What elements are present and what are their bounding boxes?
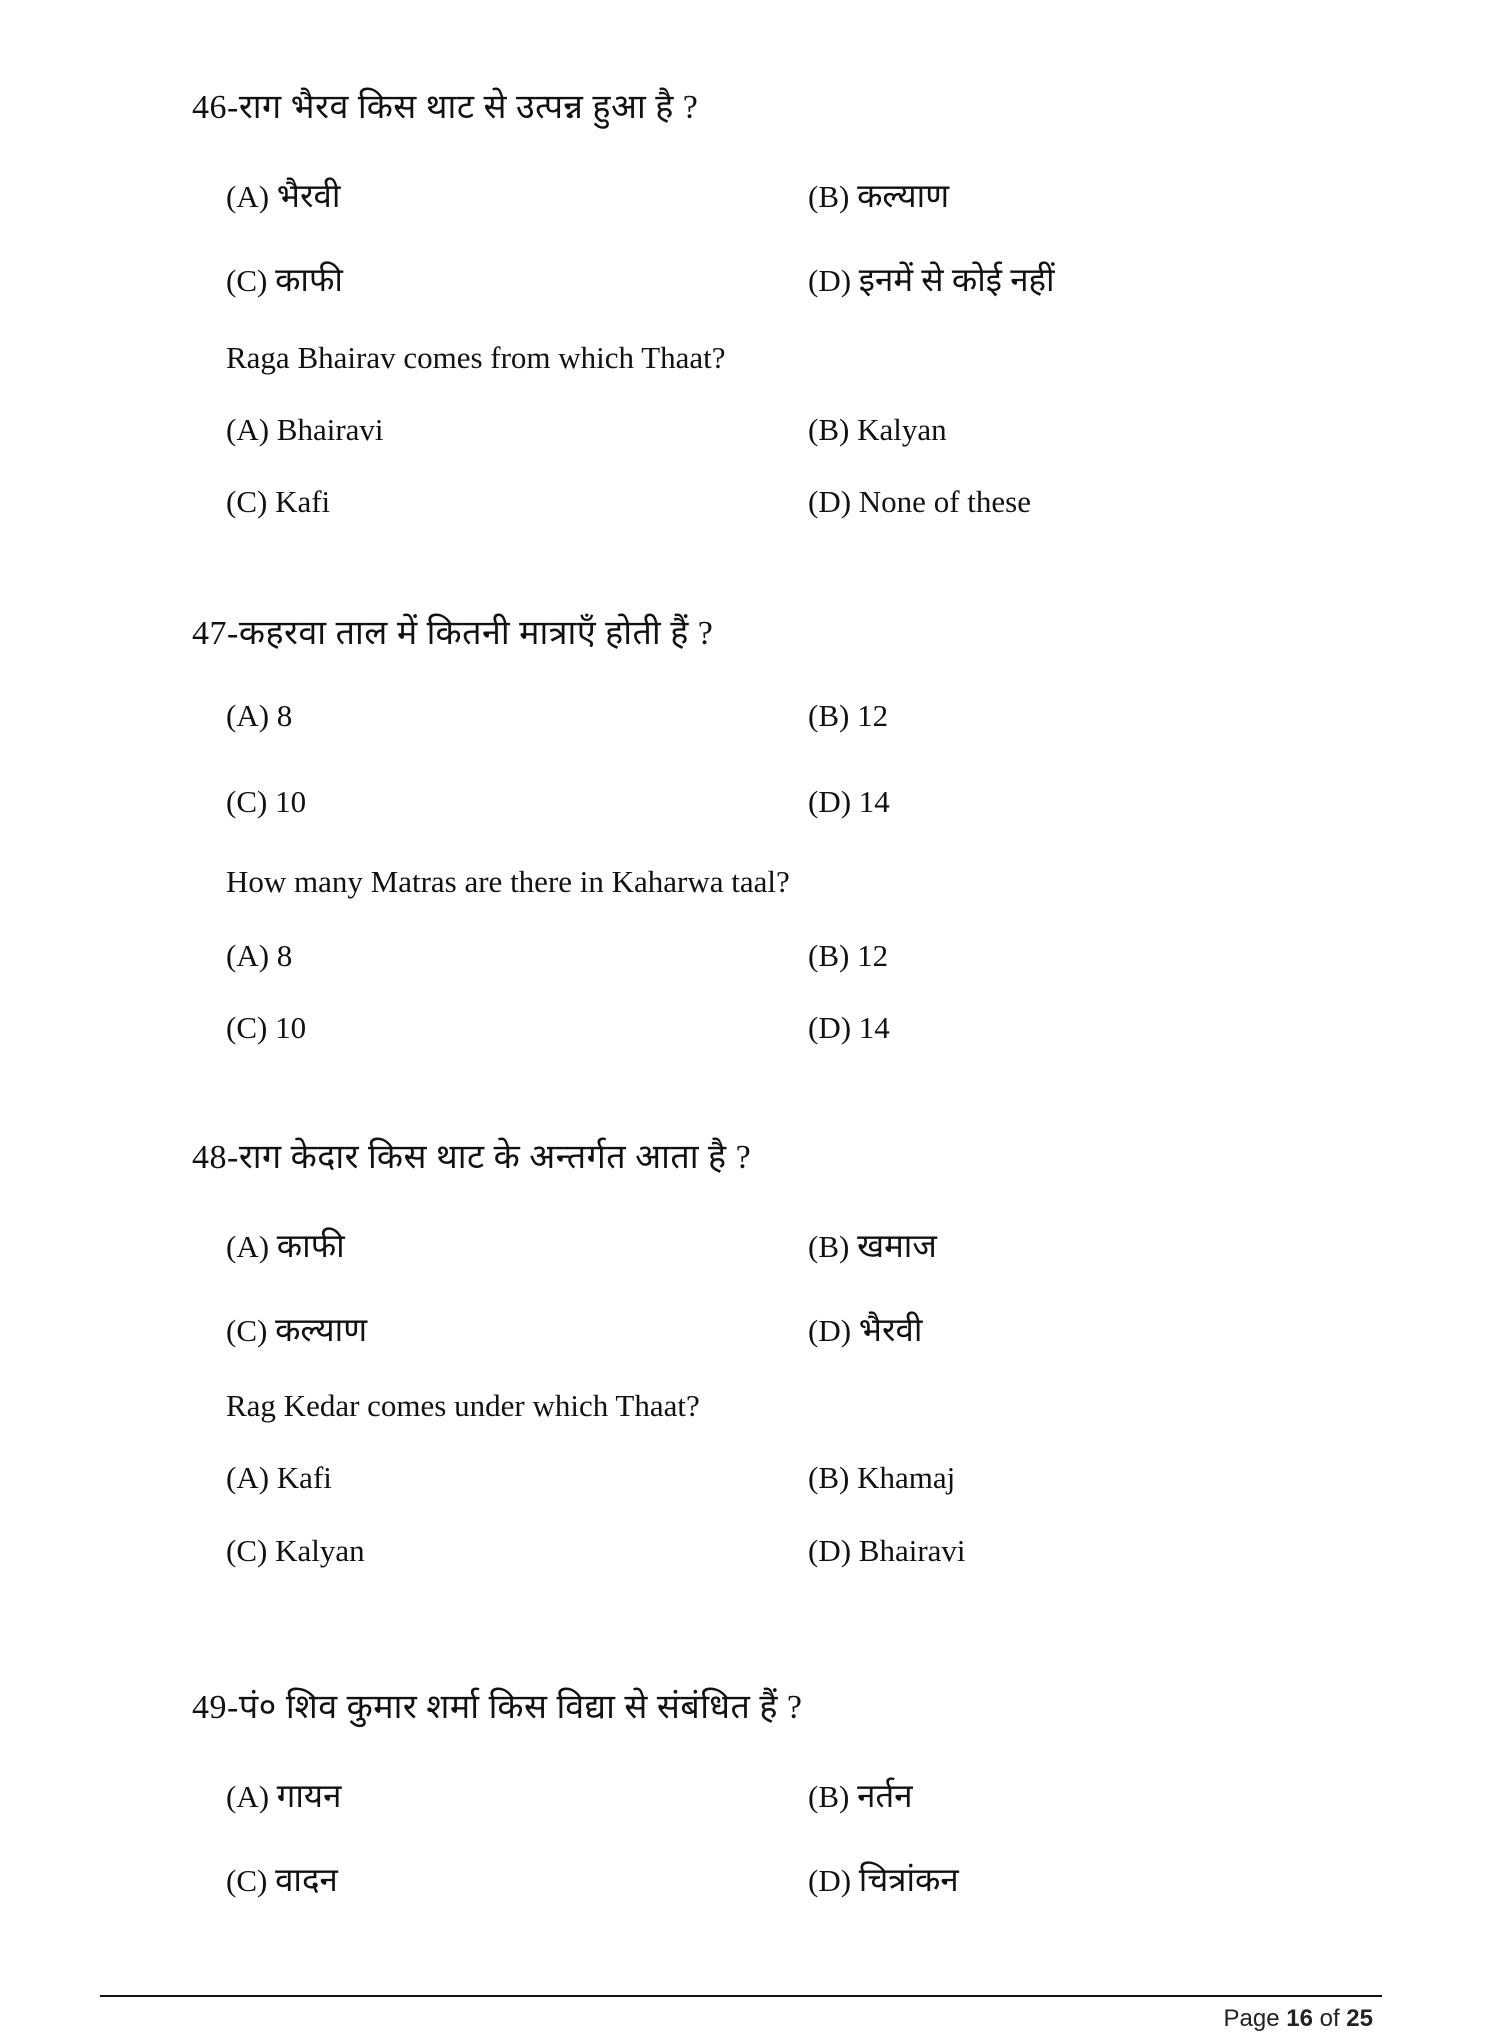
option-label: (C) xyxy=(226,1533,268,1568)
option-label: (D) xyxy=(808,1863,852,1898)
option-d xyxy=(808,784,890,820)
option-label: (A) xyxy=(226,412,270,447)
option-text: 10 xyxy=(275,1010,307,1045)
question-text: पं० शिव कुमार शर्मा किस विद्या से संबंधित हैं ? xyxy=(238,1689,803,1726)
option-label: (B) xyxy=(808,179,850,214)
option-d xyxy=(808,484,1031,520)
page-number xyxy=(1224,2005,1374,2033)
option-text: काफी xyxy=(275,263,343,299)
option-text: Kafi xyxy=(275,484,331,519)
option-label: (A) xyxy=(226,938,270,973)
option-c xyxy=(226,784,306,820)
option-b xyxy=(808,1460,955,1496)
question-48-hindi xyxy=(192,1132,751,1178)
option-d xyxy=(808,256,1055,301)
option-a xyxy=(226,172,340,217)
question-47-english: How many Matras are there in Kaharwa taal? xyxy=(226,864,790,899)
option-text: 14 xyxy=(858,1010,890,1045)
option-text: नर्तन xyxy=(857,1779,913,1815)
option-text: Khamaj xyxy=(857,1460,956,1495)
option-label: (C) xyxy=(226,1010,268,1045)
option-text: None of these xyxy=(858,484,1031,519)
option-a xyxy=(226,698,292,734)
question-46-english: Raga Bhairav comes from which Thaat? xyxy=(226,340,726,375)
option-text: Bhairavi xyxy=(858,1533,966,1568)
option-d xyxy=(808,1856,959,1901)
option-label: (A) xyxy=(226,1229,270,1264)
option-label: (D) xyxy=(808,1533,852,1568)
question-48-english: Rag Kedar comes under which Thaat? xyxy=(226,1388,700,1423)
option-text: काफी xyxy=(276,1229,345,1265)
option-text: Kafi xyxy=(276,1460,332,1495)
question-number: 49- xyxy=(192,1689,239,1726)
option-text: 8 xyxy=(276,698,293,733)
option-label: (B) xyxy=(808,1460,850,1495)
question-text: राग केदार किस थाट के अन्तर्गत आता है ? xyxy=(238,1139,752,1176)
option-label: (D) xyxy=(808,263,852,298)
option-text: गायन xyxy=(276,1779,342,1815)
option-label: (B) xyxy=(808,698,850,733)
option-text: 12 xyxy=(857,698,889,733)
option-c xyxy=(226,256,343,301)
option-c xyxy=(226,1856,338,1901)
question-number: 46- xyxy=(192,89,239,126)
question-text: राग भैरव किस थाट से उत्पन्न हुआ है ? xyxy=(238,89,699,126)
option-text: भैरवी xyxy=(276,179,341,215)
option-label: (D) xyxy=(808,1010,852,1045)
option-label: (A) xyxy=(226,1460,270,1495)
option-a xyxy=(226,1222,345,1267)
option-label: (C) xyxy=(226,1313,268,1348)
option-text: Kalyan xyxy=(857,412,947,447)
option-label: (C) xyxy=(226,1863,268,1898)
option-text: 12 xyxy=(857,938,889,973)
option-label: (B) xyxy=(808,1229,850,1264)
question-47-hindi xyxy=(192,608,713,654)
option-b xyxy=(808,172,949,217)
option-label: (A) xyxy=(226,1779,270,1814)
footer-divider xyxy=(100,1995,1382,1997)
option-c xyxy=(226,484,330,520)
question-number: 47- xyxy=(192,615,239,652)
option-a xyxy=(226,412,384,448)
option-label: (C) xyxy=(226,784,268,819)
option-text: 14 xyxy=(858,784,890,819)
option-label: (D) xyxy=(808,784,852,819)
option-text: खमाज xyxy=(857,1229,937,1265)
question-49-hindi xyxy=(192,1682,803,1728)
option-text: कल्याण xyxy=(857,179,950,215)
option-d xyxy=(808,1306,922,1351)
question-number: 48- xyxy=(192,1139,239,1176)
option-text: Kalyan xyxy=(275,1533,365,1568)
question-text: कहरवा ताल में कितनी मात्राएँ होती हैं ? xyxy=(238,615,714,652)
option-d xyxy=(808,1010,890,1046)
option-label: (B) xyxy=(808,938,850,973)
option-b xyxy=(808,1222,937,1267)
option-label: (D) xyxy=(808,1313,852,1348)
option-c xyxy=(226,1533,365,1569)
option-a xyxy=(226,1460,332,1496)
option-b xyxy=(808,1772,913,1817)
current-page: 16 xyxy=(1286,2005,1313,2032)
option-b xyxy=(808,938,888,974)
total-pages: 25 xyxy=(1346,2005,1373,2032)
option-label: (A) xyxy=(226,698,270,733)
option-label: (A) xyxy=(226,179,270,214)
option-label: (C) xyxy=(226,484,268,519)
option-text: कल्याण xyxy=(275,1313,368,1349)
option-d xyxy=(808,1533,966,1569)
option-text: इनमें से कोई नहीं xyxy=(858,263,1055,299)
option-label: (B) xyxy=(808,412,850,447)
option-c xyxy=(226,1010,306,1046)
question-46-hindi xyxy=(192,82,698,128)
option-text: वादन xyxy=(275,1863,338,1899)
option-b xyxy=(808,412,947,448)
option-b xyxy=(808,698,888,734)
option-text: भैरवी xyxy=(858,1313,923,1349)
option-text: चित्रांकन xyxy=(858,1863,959,1899)
option-text: 8 xyxy=(276,938,293,973)
option-a xyxy=(226,1772,341,1817)
option-a xyxy=(226,938,292,974)
option-text: 10 xyxy=(275,784,307,819)
option-c xyxy=(226,1306,367,1351)
option-text: Bhairavi xyxy=(276,412,384,447)
option-label: (C) xyxy=(226,263,268,298)
option-label: (B) xyxy=(808,1779,850,1814)
page-word: Page xyxy=(1223,2005,1280,2032)
option-label: (D) xyxy=(808,484,852,519)
of-word: of xyxy=(1319,2005,1340,2032)
